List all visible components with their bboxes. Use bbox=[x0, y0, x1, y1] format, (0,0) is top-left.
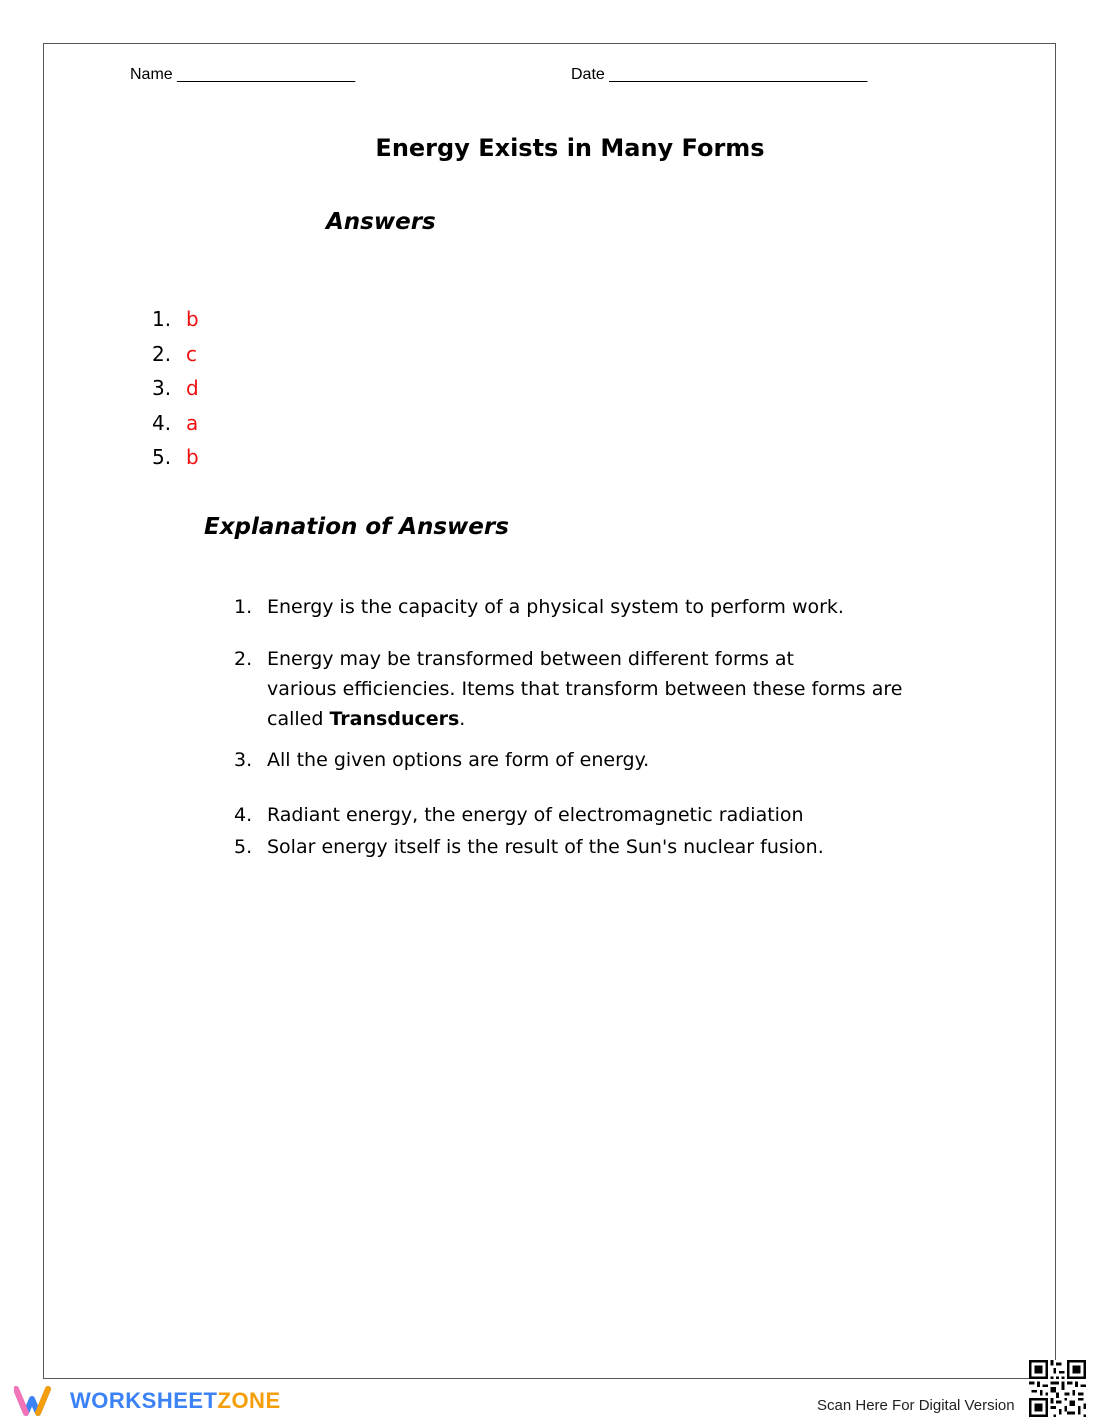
explanation-text: Solar energy itself is the result of the Sun's nuclear fusion. bbox=[267, 836, 824, 858]
explanation-item bbox=[234, 644, 974, 734]
answer-item bbox=[152, 374, 199, 409]
answer-number: 1. bbox=[152, 307, 172, 331]
brand-worksheet-text: WORKSHEET bbox=[70, 1388, 218, 1413]
explanation-text bbox=[267, 644, 974, 734]
explanation-line-suffix: . bbox=[459, 708, 466, 730]
brand-zone-text: ZONE bbox=[217, 1388, 281, 1413]
explanation-line-prefix: called bbox=[267, 708, 330, 730]
worksheetzone-logo bbox=[14, 1385, 281, 1417]
answers-heading: Answers bbox=[326, 209, 436, 235]
explanation-item bbox=[234, 832, 974, 862]
answer-letter: b bbox=[186, 307, 199, 331]
answer-item bbox=[152, 409, 199, 444]
explanation-item bbox=[234, 800, 974, 830]
answer-number: 2. bbox=[152, 341, 172, 366]
explanation-list bbox=[234, 592, 974, 862]
explanation-item bbox=[234, 592, 974, 622]
explanation-line: Energy may be transformed between different forms at bbox=[267, 648, 794, 670]
page-title: Energy Exists in Many Forms bbox=[375, 134, 765, 162]
answer-item bbox=[152, 443, 199, 478]
explanation-text: All the given options are form of energy. bbox=[267, 749, 650, 771]
scan-instruction: Scan Here For Digital Version bbox=[817, 1397, 1015, 1414]
date-field: Date _____________________________ bbox=[571, 66, 868, 83]
name-field: Name ____________________ bbox=[130, 66, 356, 83]
explanation-text: Radiant energy, the energy of electromagnetic radiation bbox=[267, 804, 804, 826]
explanation-number: 1. bbox=[234, 596, 253, 618]
qr-code-icon[interactable] bbox=[1029, 1360, 1086, 1417]
answer-letter: d bbox=[186, 376, 199, 401]
answer-letter: b bbox=[186, 445, 199, 470]
explanation-number: 5. bbox=[234, 836, 253, 858]
answer-number: 5. bbox=[152, 445, 172, 470]
answer-item bbox=[152, 305, 199, 340]
answer-list bbox=[152, 305, 199, 478]
explanations-heading: Explanation of Answers bbox=[204, 514, 509, 540]
explanation-number: 3. bbox=[234, 749, 253, 771]
answer-letter: c bbox=[186, 341, 197, 366]
answer-number: 4. bbox=[152, 410, 172, 435]
answer-number: 3. bbox=[152, 376, 172, 401]
answer-item bbox=[152, 340, 199, 375]
explanation-number: 2. bbox=[234, 648, 253, 670]
transducers-term: Transducers bbox=[329, 708, 460, 730]
answer-letter: a bbox=[186, 410, 199, 435]
explanation-text: Energy is the capacity of a physical system to perform work. bbox=[267, 596, 844, 618]
explanation-number: 4. bbox=[234, 804, 253, 826]
explanation-item bbox=[234, 745, 974, 775]
explanation-line: various efficiencies. Items that transform between these forms are bbox=[267, 678, 903, 700]
worksheetzone-logo-icon bbox=[14, 1385, 62, 1417]
